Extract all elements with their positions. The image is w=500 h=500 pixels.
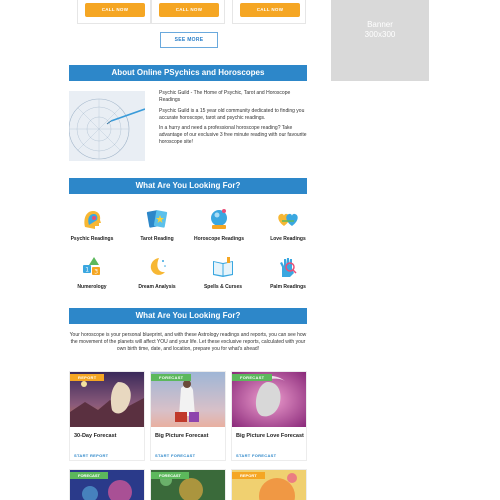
category-label: Dream Analysis bbox=[138, 284, 176, 290]
psychic-card bbox=[77, 0, 151, 24]
category-label: Psychic Readings bbox=[70, 236, 114, 242]
banner-size-label: 300x300 bbox=[364, 30, 396, 39]
psychic-head-icon bbox=[80, 207, 104, 231]
report-card[interactable] bbox=[231, 371, 307, 461]
category-label: Tarot Reading bbox=[140, 236, 174, 242]
call-now-button[interactable]: CALL NOW bbox=[159, 3, 219, 17]
psychic-card bbox=[232, 0, 306, 24]
start-forecast-link[interactable]: START FORECAST bbox=[236, 453, 277, 458]
category-label: Palm Readings bbox=[270, 284, 306, 290]
report-title: Big Picture Forecast bbox=[155, 433, 209, 439]
category-row bbox=[69, 255, 307, 303]
horoscope-chart-image bbox=[69, 91, 145, 161]
crystal-ball-icon bbox=[207, 207, 231, 231]
report-card[interactable] bbox=[69, 469, 145, 500]
start-report-link[interactable]: START REPORT bbox=[74, 453, 109, 458]
report-card[interactable] bbox=[150, 469, 226, 500]
call-now-button[interactable]: CALL NOW bbox=[240, 3, 300, 17]
palm-icon bbox=[276, 255, 300, 279]
category-label: Love Readings bbox=[270, 236, 306, 242]
category-label: Numerology bbox=[77, 284, 107, 290]
tarot-cards-icon bbox=[145, 207, 169, 231]
category-love-readings[interactable] bbox=[258, 207, 318, 255]
category-row bbox=[69, 207, 307, 255]
report-card[interactable] bbox=[69, 371, 145, 461]
category-psychic-readings[interactable] bbox=[62, 207, 122, 255]
report-tag: REPORT bbox=[232, 472, 265, 479]
see-more-button[interactable]: SEE MORE bbox=[160, 32, 218, 48]
about-text bbox=[159, 90, 309, 150]
looking-for-heading: What Are You Looking For? bbox=[69, 178, 307, 194]
forecast-tag: FORECAST bbox=[70, 472, 108, 479]
category-label: Horoscope Readings bbox=[193, 236, 244, 242]
featured-psychics-row bbox=[69, 0, 307, 24]
about-paragraph: Psychic Guild - The Home of Psychic, Tarot and Horoscope Readings bbox=[159, 90, 291, 103]
about-paragraph: In a hurry and need a professional horoscope reading? Take advantage of our exclusive 3 free minute reading with our favourite horoscope site! bbox=[159, 125, 307, 145]
banner-ad[interactable] bbox=[331, 0, 429, 81]
forecast-tag: FORECAST bbox=[151, 374, 191, 381]
category-tarot-reading[interactable] bbox=[127, 207, 187, 255]
forecast-tag: FORECAST bbox=[232, 374, 272, 381]
hearts-icon bbox=[276, 207, 300, 231]
category-numerology[interactable] bbox=[62, 255, 122, 303]
report-tag: REPORT bbox=[70, 374, 104, 381]
report-title: Big Picture Love Forecast bbox=[236, 433, 304, 439]
start-forecast-link[interactable]: START FORECAST bbox=[155, 453, 196, 458]
category-label: Spells & Curses bbox=[203, 284, 243, 290]
category-dream-analysis[interactable] bbox=[127, 255, 187, 303]
category-horoscope-readings[interactable] bbox=[189, 207, 249, 255]
banner-label: Banner bbox=[367, 20, 393, 29]
forecast-tag: FORECAST bbox=[151, 472, 189, 479]
report-title: 30-Day Forecast bbox=[74, 433, 117, 439]
moon-icon bbox=[145, 255, 169, 279]
spellbook-icon bbox=[211, 255, 235, 279]
category-palm-readings[interactable] bbox=[258, 255, 318, 303]
call-now-button[interactable]: CALL NOW bbox=[85, 3, 145, 17]
numbers-icon bbox=[80, 255, 104, 279]
psychic-card bbox=[151, 0, 225, 24]
report-card[interactable] bbox=[231, 469, 307, 500]
reports-heading: What Are You Looking For? bbox=[69, 308, 307, 324]
report-card[interactable] bbox=[150, 371, 226, 461]
reports-intro-text: Your horoscope is your personal blueprint, and with these Astrology readings and reports, you can see how the movement of the planets will affect YOU and your life. Let these exclusive reports, calculated with your own birth time, date, and location, prepare you for what's ahead! bbox=[69, 332, 307, 352]
about-heading: About Online PSychics and Horoscopes bbox=[69, 65, 307, 81]
svg-text:3: 3 bbox=[94, 268, 99, 276]
svg-text:1: 1 bbox=[85, 266, 90, 274]
category-spells-curses[interactable] bbox=[193, 255, 253, 303]
about-paragraph: Psychic Guild is a 15 year old community dedicated to finding you accurate horoscope, tarot and psychic readings. bbox=[159, 107, 305, 121]
